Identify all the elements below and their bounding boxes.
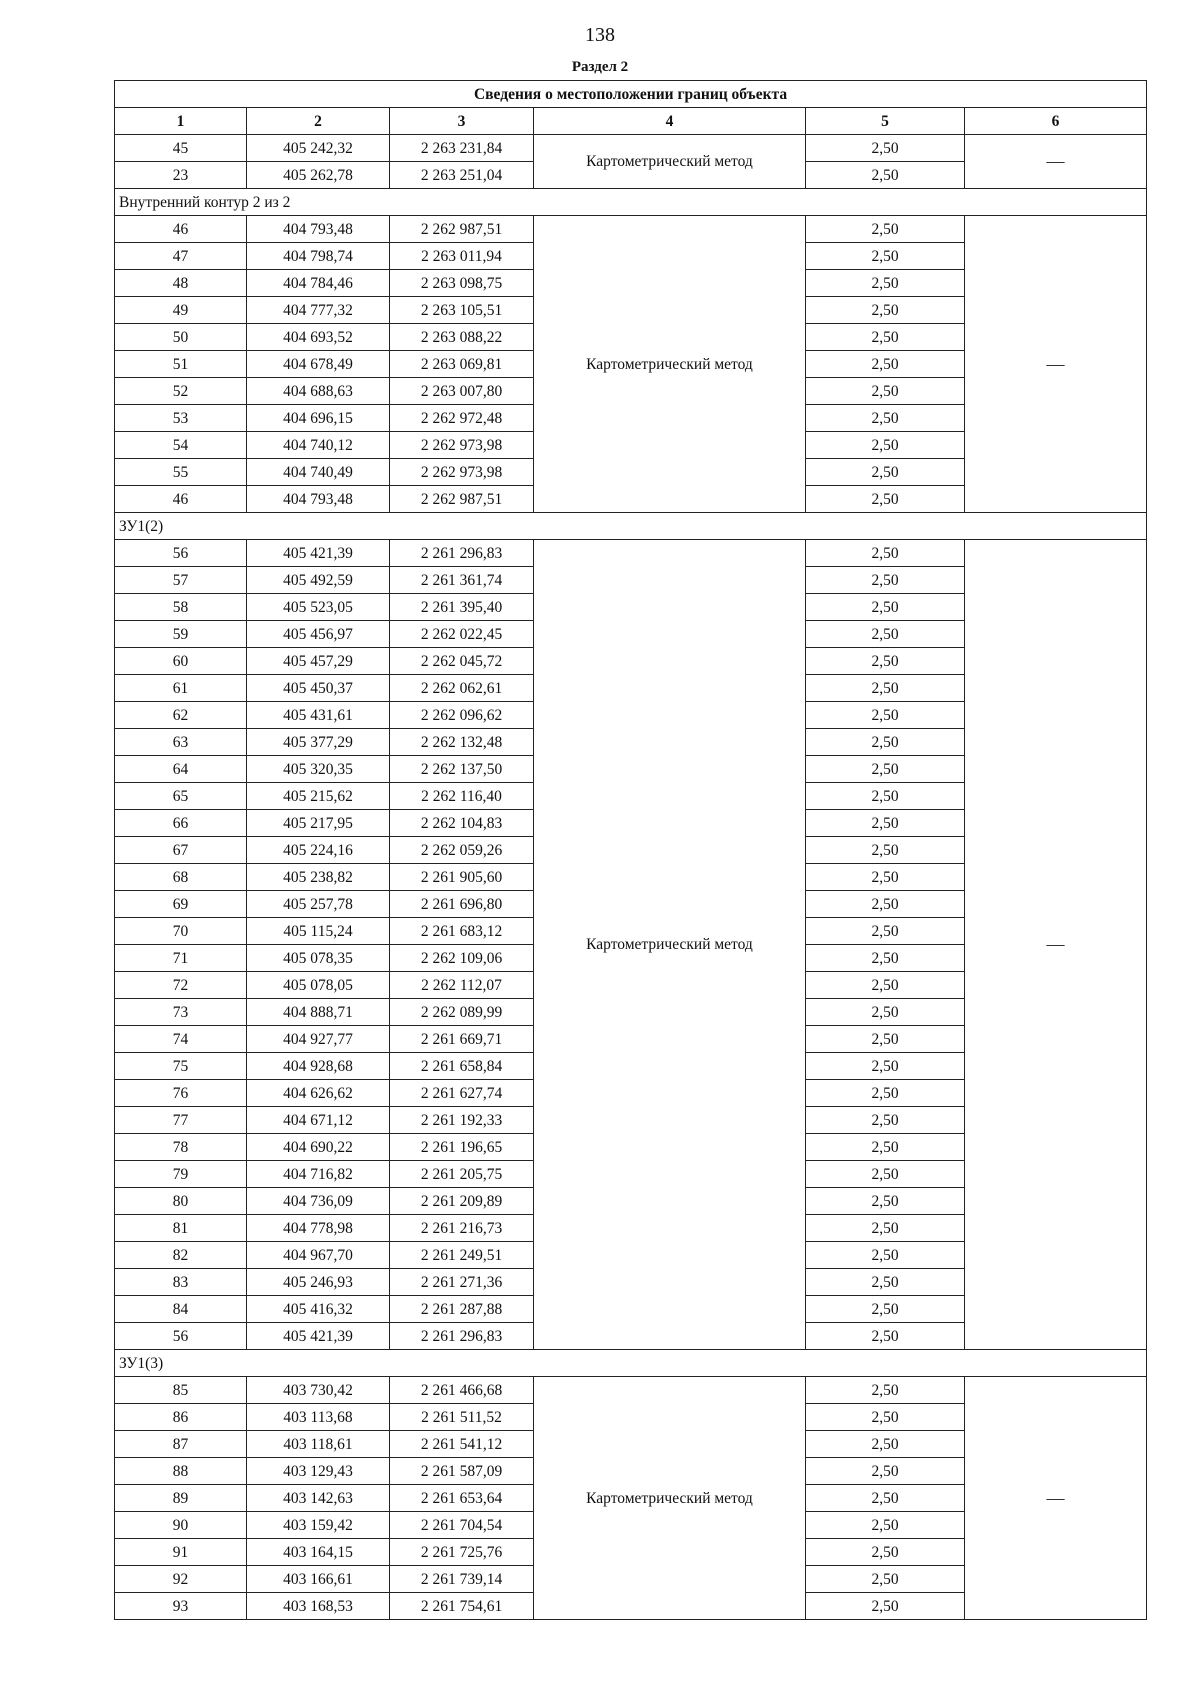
precision-value: 2,50	[806, 594, 965, 621]
point-number: 53	[115, 405, 247, 432]
y-coordinate: 2 262 132,48	[390, 729, 534, 756]
column-header: 6	[965, 108, 1147, 135]
precision-value: 2,50	[806, 351, 965, 378]
y-coordinate: 2 261 361,74	[390, 567, 534, 594]
point-number: 92	[115, 1566, 247, 1593]
x-coordinate: 403 113,68	[247, 1404, 390, 1431]
y-coordinate: 2 261 216,73	[390, 1215, 534, 1242]
note-cell: —	[965, 1377, 1147, 1620]
section-title: Раздел 2	[571, 59, 629, 75]
point-number: 80	[115, 1188, 247, 1215]
precision-value: 2,50	[806, 1134, 965, 1161]
group-label: Внутренний контур 2 из 2	[115, 189, 1147, 216]
point-number: 67	[115, 837, 247, 864]
column-header: 2	[247, 108, 390, 135]
column-header: 1	[115, 108, 247, 135]
point-number: 84	[115, 1296, 247, 1323]
precision-value: 2,50	[806, 1053, 965, 1080]
precision-value: 2,50	[806, 1377, 965, 1404]
y-coordinate: 2 262 973,98	[390, 459, 534, 486]
x-coordinate: 405 078,05	[247, 972, 390, 999]
point-number: 88	[115, 1458, 247, 1485]
column-header: 4	[534, 108, 806, 135]
x-coordinate: 405 431,61	[247, 702, 390, 729]
point-number: 85	[115, 1377, 247, 1404]
table-caption: Сведения о местоположении границ объекта	[115, 81, 1147, 108]
x-coordinate: 404 928,68	[247, 1053, 390, 1080]
x-coordinate: 403 129,43	[247, 1458, 390, 1485]
y-coordinate: 2 261 627,74	[390, 1080, 534, 1107]
point-number: 57	[115, 567, 247, 594]
precision-value: 2,50	[806, 1107, 965, 1134]
y-coordinate: 2 261 683,12	[390, 918, 534, 945]
point-number: 23	[115, 162, 247, 189]
precision-value: 2,50	[806, 432, 965, 459]
x-coordinate: 405 257,78	[247, 891, 390, 918]
point-number: 56	[115, 1323, 247, 1350]
point-number: 69	[115, 891, 247, 918]
y-coordinate: 2 263 069,81	[390, 351, 534, 378]
x-coordinate: 405 457,29	[247, 648, 390, 675]
column-header: 5	[806, 108, 965, 135]
precision-value: 2,50	[806, 567, 965, 594]
group-label: ЗУ1(2)	[115, 513, 1147, 540]
x-coordinate: 405 217,95	[247, 810, 390, 837]
table-header-row	[115, 108, 1147, 135]
point-number: 65	[115, 783, 247, 810]
point-number: 52	[115, 378, 247, 405]
y-coordinate: 2 261 287,88	[390, 1296, 534, 1323]
precision-value: 2,50	[806, 459, 965, 486]
precision-value: 2,50	[806, 1242, 965, 1269]
y-coordinate: 2 262 062,61	[390, 675, 534, 702]
group-label-row	[115, 189, 1147, 216]
y-coordinate: 2 261 653,64	[390, 1485, 534, 1512]
x-coordinate: 405 078,35	[247, 945, 390, 972]
x-coordinate: 405 320,35	[247, 756, 390, 783]
point-number: 48	[115, 270, 247, 297]
y-coordinate: 2 261 511,52	[390, 1404, 534, 1431]
precision-value: 2,50	[806, 1458, 965, 1485]
precision-value: 2,50	[806, 540, 965, 567]
y-coordinate: 2 262 973,98	[390, 432, 534, 459]
x-coordinate: 405 450,37	[247, 675, 390, 702]
point-number: 91	[115, 1539, 247, 1566]
precision-value: 2,50	[806, 1593, 965, 1620]
x-coordinate: 405 416,32	[247, 1296, 390, 1323]
x-coordinate: 405 456,97	[247, 621, 390, 648]
x-coordinate: 405 215,62	[247, 783, 390, 810]
precision-value: 2,50	[806, 1323, 965, 1350]
x-coordinate: 405 377,29	[247, 729, 390, 756]
y-coordinate: 2 261 905,60	[390, 864, 534, 891]
y-coordinate: 2 262 987,51	[390, 486, 534, 513]
y-coordinate: 2 263 011,94	[390, 243, 534, 270]
x-coordinate: 404 693,52	[247, 324, 390, 351]
precision-value: 2,50	[806, 648, 965, 675]
precision-value: 2,50	[806, 675, 965, 702]
x-coordinate: 405 224,16	[247, 837, 390, 864]
precision-value: 2,50	[806, 486, 965, 513]
precision-value: 2,50	[806, 756, 965, 783]
y-coordinate: 2 261 205,75	[390, 1161, 534, 1188]
x-coordinate: 405 421,39	[247, 540, 390, 567]
group-label-row	[115, 513, 1147, 540]
y-coordinate: 2 262 987,51	[390, 216, 534, 243]
point-number: 72	[115, 972, 247, 999]
y-coordinate: 2 262 089,99	[390, 999, 534, 1026]
x-coordinate: 404 784,46	[247, 270, 390, 297]
table-row	[115, 135, 1147, 162]
note-cell: —	[965, 540, 1147, 1350]
precision-value: 2,50	[806, 1431, 965, 1458]
x-coordinate: 403 168,53	[247, 1593, 390, 1620]
point-number: 78	[115, 1134, 247, 1161]
precision-value: 2,50	[806, 324, 965, 351]
precision-value: 2,50	[806, 1269, 965, 1296]
x-coordinate: 404 736,09	[247, 1188, 390, 1215]
page-number: 138	[585, 24, 615, 46]
x-coordinate: 403 159,42	[247, 1512, 390, 1539]
x-coordinate: 405 262,78	[247, 162, 390, 189]
precision-value: 2,50	[806, 810, 965, 837]
precision-value: 2,50	[806, 270, 965, 297]
point-number: 64	[115, 756, 247, 783]
y-coordinate: 2 262 059,26	[390, 837, 534, 864]
x-coordinate: 404 967,70	[247, 1242, 390, 1269]
point-number: 74	[115, 1026, 247, 1053]
precision-value: 2,50	[806, 405, 965, 432]
precision-value: 2,50	[806, 999, 965, 1026]
y-coordinate: 2 261 196,65	[390, 1134, 534, 1161]
y-coordinate: 2 261 209,89	[390, 1188, 534, 1215]
group-label: ЗУ1(3)	[115, 1350, 1147, 1377]
point-number: 73	[115, 999, 247, 1026]
x-coordinate: 404 671,12	[247, 1107, 390, 1134]
y-coordinate: 2 261 192,33	[390, 1107, 534, 1134]
y-coordinate: 2 261 754,61	[390, 1593, 534, 1620]
note-cell: —	[965, 216, 1147, 513]
y-coordinate: 2 262 109,06	[390, 945, 534, 972]
table-body	[115, 135, 1147, 1620]
point-number: 61	[115, 675, 247, 702]
precision-value: 2,50	[806, 1080, 965, 1107]
point-number: 89	[115, 1485, 247, 1512]
y-coordinate: 2 262 104,83	[390, 810, 534, 837]
x-coordinate: 404 793,48	[247, 216, 390, 243]
x-coordinate: 404 793,48	[247, 486, 390, 513]
precision-value: 2,50	[806, 243, 965, 270]
y-coordinate: 2 262 045,72	[390, 648, 534, 675]
point-number: 79	[115, 1161, 247, 1188]
point-number: 59	[115, 621, 247, 648]
y-coordinate: 2 261 541,12	[390, 1431, 534, 1458]
point-number: 71	[115, 945, 247, 972]
y-coordinate: 2 263 007,80	[390, 378, 534, 405]
precision-value: 2,50	[806, 783, 965, 810]
group-label-row	[115, 1350, 1147, 1377]
y-coordinate: 2 261 669,71	[390, 1026, 534, 1053]
point-number: 83	[115, 1269, 247, 1296]
x-coordinate: 404 740,12	[247, 432, 390, 459]
y-coordinate: 2 262 022,45	[390, 621, 534, 648]
precision-value: 2,50	[806, 135, 965, 162]
point-number: 51	[115, 351, 247, 378]
point-number: 70	[115, 918, 247, 945]
y-coordinate: 2 263 088,22	[390, 324, 534, 351]
x-coordinate: 404 690,22	[247, 1134, 390, 1161]
point-number: 93	[115, 1593, 247, 1620]
precision-value: 2,50	[806, 945, 965, 972]
precision-value: 2,50	[806, 1566, 965, 1593]
precision-value: 2,50	[806, 1026, 965, 1053]
x-coordinate: 405 492,59	[247, 567, 390, 594]
precision-value: 2,50	[806, 1539, 965, 1566]
precision-value: 2,50	[806, 1161, 965, 1188]
table-row	[115, 540, 1147, 567]
point-number: 58	[115, 594, 247, 621]
x-coordinate: 404 696,15	[247, 405, 390, 432]
x-coordinate: 403 142,63	[247, 1485, 390, 1512]
x-coordinate: 404 778,98	[247, 1215, 390, 1242]
x-coordinate: 405 115,24	[247, 918, 390, 945]
y-coordinate: 2 261 466,68	[390, 1377, 534, 1404]
x-coordinate: 405 238,82	[247, 864, 390, 891]
point-number: 60	[115, 648, 247, 675]
y-coordinate: 2 261 296,83	[390, 1323, 534, 1350]
table-row	[115, 216, 1147, 243]
precision-value: 2,50	[806, 702, 965, 729]
note-cell: —	[965, 135, 1147, 189]
x-coordinate: 403 118,61	[247, 1431, 390, 1458]
table-row	[115, 1377, 1147, 1404]
y-coordinate: 2 262 972,48	[390, 405, 534, 432]
y-coordinate: 2 261 249,51	[390, 1242, 534, 1269]
precision-value: 2,50	[806, 864, 965, 891]
x-coordinate: 404 777,32	[247, 297, 390, 324]
point-number: 75	[115, 1053, 247, 1080]
y-coordinate: 2 263 231,84	[390, 135, 534, 162]
y-coordinate: 2 261 296,83	[390, 540, 534, 567]
table-caption-row	[115, 81, 1147, 108]
method-cell: Картометрический метод	[534, 216, 806, 513]
y-coordinate: 2 261 739,14	[390, 1566, 534, 1593]
point-number: 45	[115, 135, 247, 162]
point-number: 50	[115, 324, 247, 351]
x-coordinate: 404 716,82	[247, 1161, 390, 1188]
precision-value: 2,50	[806, 621, 965, 648]
x-coordinate: 405 421,39	[247, 1323, 390, 1350]
point-number: 76	[115, 1080, 247, 1107]
point-number: 87	[115, 1431, 247, 1458]
precision-value: 2,50	[806, 1404, 965, 1431]
x-coordinate: 404 888,71	[247, 999, 390, 1026]
y-coordinate: 2 262 096,62	[390, 702, 534, 729]
point-number: 86	[115, 1404, 247, 1431]
point-number: 47	[115, 243, 247, 270]
precision-value: 2,50	[806, 972, 965, 999]
y-coordinate: 2 261 271,36	[390, 1269, 534, 1296]
precision-value: 2,50	[806, 297, 965, 324]
x-coordinate: 404 798,74	[247, 243, 390, 270]
x-coordinate: 405 242,32	[247, 135, 390, 162]
point-number: 46	[115, 486, 247, 513]
point-number: 81	[115, 1215, 247, 1242]
x-coordinate: 404 927,77	[247, 1026, 390, 1053]
y-coordinate: 2 261 696,80	[390, 891, 534, 918]
point-number: 82	[115, 1242, 247, 1269]
point-number: 54	[115, 432, 247, 459]
y-coordinate: 2 262 112,07	[390, 972, 534, 999]
y-coordinate: 2 261 704,54	[390, 1512, 534, 1539]
point-number: 68	[115, 864, 247, 891]
x-coordinate: 404 626,62	[247, 1080, 390, 1107]
x-coordinate: 403 166,61	[247, 1566, 390, 1593]
y-coordinate: 2 263 098,75	[390, 270, 534, 297]
method-cell: Картометрический метод	[534, 540, 806, 1350]
point-number: 62	[115, 702, 247, 729]
x-coordinate: 404 740,49	[247, 459, 390, 486]
point-number: 49	[115, 297, 247, 324]
point-number: 77	[115, 1107, 247, 1134]
precision-value: 2,50	[806, 918, 965, 945]
method-cell: Картометрический метод	[534, 135, 806, 189]
y-coordinate: 2 262 137,50	[390, 756, 534, 783]
x-coordinate: 404 688,63	[247, 378, 390, 405]
point-number: 66	[115, 810, 247, 837]
y-coordinate: 2 261 395,40	[390, 594, 534, 621]
precision-value: 2,50	[806, 1296, 965, 1323]
y-coordinate: 2 263 251,04	[390, 162, 534, 189]
y-coordinate: 2 263 105,51	[390, 297, 534, 324]
boundary-coordinates-table	[114, 80, 1147, 1620]
precision-value: 2,50	[806, 162, 965, 189]
precision-value: 2,50	[806, 729, 965, 756]
x-coordinate: 405 523,05	[247, 594, 390, 621]
point-number: 63	[115, 729, 247, 756]
precision-value: 2,50	[806, 1188, 965, 1215]
column-header: 3	[390, 108, 534, 135]
precision-value: 2,50	[806, 216, 965, 243]
precision-value: 2,50	[806, 1485, 965, 1512]
point-number: 55	[115, 459, 247, 486]
y-coordinate: 2 262 116,40	[390, 783, 534, 810]
point-number: 46	[115, 216, 247, 243]
y-coordinate: 2 261 725,76	[390, 1539, 534, 1566]
x-coordinate: 405 246,93	[247, 1269, 390, 1296]
x-coordinate: 403 730,42	[247, 1377, 390, 1404]
precision-value: 2,50	[806, 837, 965, 864]
method-cell: Картометрический метод	[534, 1377, 806, 1620]
y-coordinate: 2 261 587,09	[390, 1458, 534, 1485]
precision-value: 2,50	[806, 1512, 965, 1539]
point-number: 90	[115, 1512, 247, 1539]
precision-value: 2,50	[806, 891, 965, 918]
precision-value: 2,50	[806, 1215, 965, 1242]
point-number: 56	[115, 540, 247, 567]
y-coordinate: 2 261 658,84	[390, 1053, 534, 1080]
precision-value: 2,50	[806, 378, 965, 405]
x-coordinate: 404 678,49	[247, 351, 390, 378]
x-coordinate: 403 164,15	[247, 1539, 390, 1566]
